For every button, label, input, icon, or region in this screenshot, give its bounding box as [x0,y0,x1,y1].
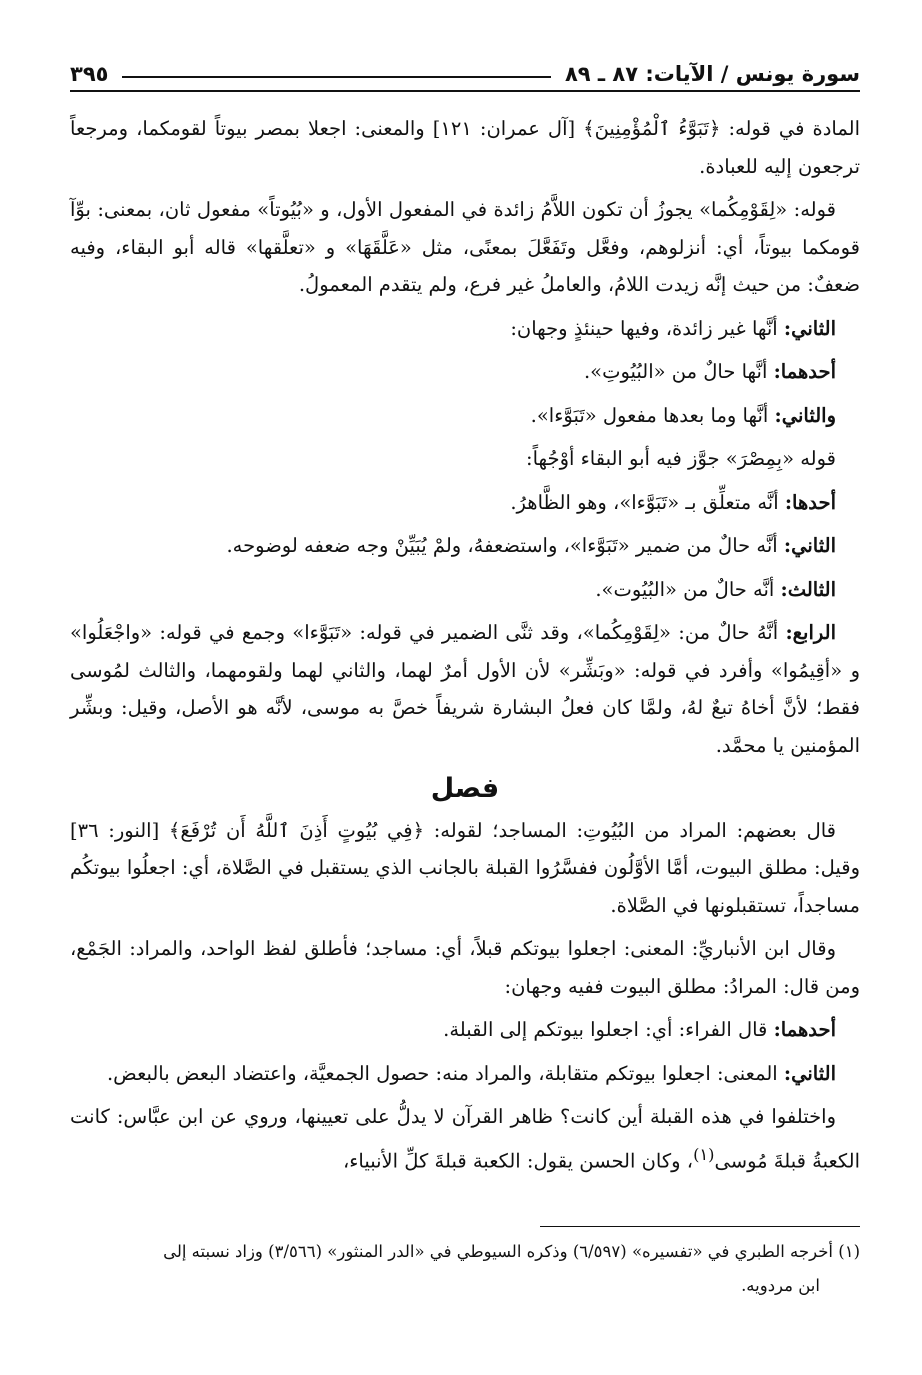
header-rule [70,90,860,92]
paragraph: قال بعضهم: المراد من البُيُوتِ: المساجد؛ لقوله: ﴿فِي بُيُوتٍ أَذِنَ ٱللَّهُ أَن تُرْفَعَ﴾ [النور: ٣٦] وقيل: مطلق البيوت، أمَّا الأوَّلُون ففسَّرُوا القبلة بالجانب الذي يستقبل في الصَّلاة، أي: اجعلُوا بيوتكُم مساجداً، تستقبلونها في الصَّلاة. [70,818,860,917]
paragraph: الرابع: أنَّهُ حالٌ من: «لِقَوْمِكُما»، وقد ثنَّى الضمير في قوله: «تَبَوَّءا» وجمع في قوله: «واجْعَلُوا» و «أقِيمُوا» وأفرد في قوله: «وبَشِّر» لأن الأول أمرٌ لهما، والثاني لهما ولقومهما، والثالث لمُوسى فقط؛ لأنَّ أخاهُ تبعٌ لهُ، ولمَّا كان فعلُ البشارة شريفاً خصَّ به موسى، لأنَّه هو الأصل، وقيل: وبشِّر المؤمنين يا محمَّد. [70,621,860,757]
paragraph: والثاني: أنَّها وما بعدها مفعول «تَبَوَّءا». [530,403,836,427]
paragraph: أحدها: أنَّه متعلِّق بـ «تَبَوَّءا»، وهو الظَّاهرُ. [510,490,836,514]
footnote-separator [540,1226,860,1227]
paragraph: الثاني: المعنى: اجعلوا بيوتكم متقابلة، والمراد منه: حصول الجمعيَّة، واعتضاد البعض بالبعض. [106,1061,836,1085]
point-label: الثالث: [780,577,836,601]
paragraph: واختلفوا في هذه القبلة أين كانت؟ ظاهر القرآن لا يدلُّ على تعيينها، وروي عن ابن عبَّاس: كانت الكعبةُ قبلةَ مُوسى$^{(١)}$، وكان الحسن يقول: الكعبة قبلةَ كلِّ الأنبياء، [70,1105,860,1172]
paragraph: أحدهما: أنَّها حالٌ من «البُيُوتِ». [583,360,836,383]
point-label: والثاني: [774,403,836,427]
paragraph: الثالث: أنَّه حالٌ من «البُيُوت». [595,577,836,601]
main-text [70,110,860,1180]
point-label: الثاني: [783,316,836,340]
point-label: أحدها: [784,490,836,514]
book-page [70,52,860,1303]
point-label: أحدهما: [773,360,836,383]
paragraph: المادة في قوله: ﴿تَبَوَّءُ ٱلْمُؤْمِنِينَ﴾ [آل عمران: ١٢١] والمعنى: اجعلا بمصر بيوتاً لقومكما، ومرجعاً ترجعون إليه للعبادة. [70,117,860,178]
paragraph: وقال ابن الأنباريِّ: المعنى: اجعلوا بيوتكم قبلاً، أي: مساجد؛ فأطلق لفظ الواحد، والمراد: الجَمْع، ومن قال: المرادُ: مطلق البيوت ففيه وجهان: [70,937,860,998]
running-title: سورة يونس / الآيات: ٨٧ ـ ٨٩ [564,62,860,86]
running-header [70,52,860,86]
header-line [122,76,551,78]
page-number: ٣٩٥ [70,62,109,86]
paragraph: قوله «بِمِصْرَ» جوَّز فيه أبو البقاء أوْجُهاً: [526,447,836,470]
paragraph: قوله: «لِقَوْمِكُما» يجوزُ أن تكون اللاَّمُ زائدة في المفعول الأول، و «بُيُوتاً» مفعول ثان، بمعنى: بوِّآ قومكما بيوتاً، أي: أنزلوهم، وفعَّل وتَفَعَّلَ بمعنًى، مثل «عَلَّقَهَا» و «تعلَّقها» قاله أبو البقاء، وفيه ضعفٌ: من حيث إنَّه زيدت اللامُ، والعاملُ غير فرع، ولم يتقدم المعمولُ. [70,198,860,296]
section-heading: فصل [430,773,500,804]
footnote-number: (١) [838,1241,860,1261]
point-label: الثاني: [783,1061,836,1085]
paragraph: الثاني: أنَّه حالٌ من ضمير «تَبَوَّءا»، واستضعفهُ، ولمْ يُبَيِّنْ وجه ضعفه لوضوحه. [226,534,836,557]
paragraph: الثاني: أنَّها غير زائدة، وفيها حينئذٍ وجهان: [510,316,836,340]
footnote-ref[interactable]: (١) [693,1144,715,1164]
point-label: أحدهما: [773,1018,836,1041]
footnote: (١) أخرجه الطبري في «تفسيره» (٦/٥٩٧) وذكره السيوطي في «الدر المنثور» (٣/٥٦٦) وزاد نسبته إلى ابن مردويه. [163,1241,860,1295]
point-label: الثاني: [783,534,836,557]
point-label: الرابع: [785,621,836,644]
paragraph: أحدهما: قال الفراء: أي: اجعلوا بيوتكم إلى القبلة. [443,1018,836,1041]
